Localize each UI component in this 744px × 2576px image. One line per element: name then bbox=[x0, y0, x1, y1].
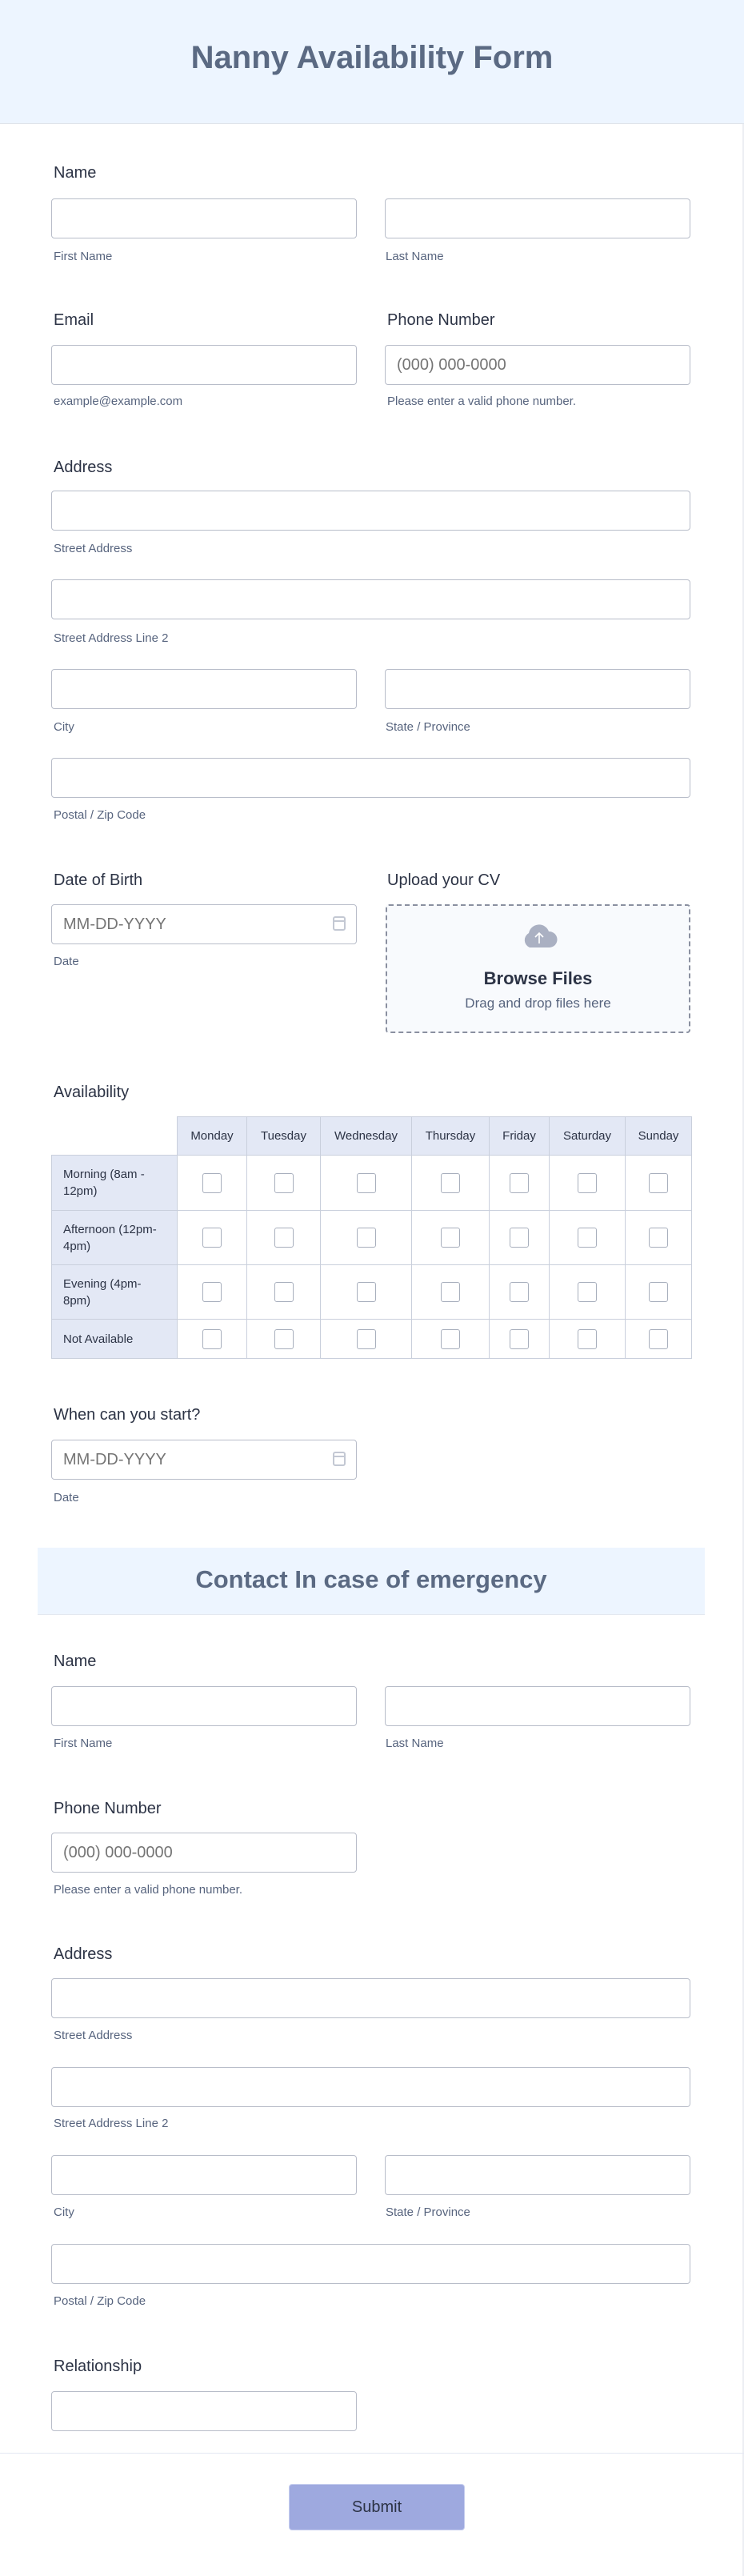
matrix-cell bbox=[247, 1265, 321, 1320]
name-label: Name bbox=[54, 164, 97, 182]
street-address-sublabel: Street Address bbox=[54, 542, 133, 555]
emergency-street-input[interactable] bbox=[51, 1978, 690, 2018]
relationship-label: Relationship bbox=[54, 2358, 142, 2375]
matrix-cell bbox=[490, 1211, 550, 1265]
availability-checkbox[interactable] bbox=[578, 1282, 597, 1302]
phone-input[interactable] bbox=[385, 345, 690, 385]
column-header: Monday bbox=[178, 1117, 247, 1156]
browse-files-label: Browse Files bbox=[483, 968, 593, 988]
matrix-row bbox=[52, 1265, 692, 1320]
emergency-street2-input[interactable] bbox=[51, 2067, 690, 2107]
emergency-state-sublabel: State / Province bbox=[386, 2205, 470, 2219]
availability-checkbox[interactable] bbox=[510, 1173, 529, 1193]
availability-checkbox[interactable] bbox=[578, 1228, 597, 1248]
matrix-cell bbox=[321, 1211, 412, 1265]
matrix-cell bbox=[550, 1265, 626, 1320]
start-date-input[interactable] bbox=[51, 1440, 357, 1480]
last-name-sublabel: Last Name bbox=[386, 250, 444, 263]
cloud-upload-icon bbox=[520, 923, 558, 949]
drag-drop-hint: Drag and drop files here bbox=[465, 996, 611, 1011]
street-address-line2-input[interactable] bbox=[51, 579, 690, 619]
emergency-city-input[interactable] bbox=[51, 2155, 357, 2195]
availability-checkbox[interactable] bbox=[274, 1173, 294, 1193]
availability-checkbox[interactable] bbox=[441, 1329, 460, 1349]
emergency-street2-sublabel: Street Address Line 2 bbox=[54, 2117, 169, 2130]
availability-checkbox[interactable] bbox=[274, 1329, 294, 1349]
form-header bbox=[0, 0, 744, 124]
form-title: Nanny Availability Form bbox=[190, 40, 554, 75]
availability-checkbox[interactable] bbox=[357, 1329, 376, 1349]
matrix-cell bbox=[247, 1211, 321, 1265]
matrix-row bbox=[52, 1156, 692, 1211]
emergency-postal-sublabel: Postal / Zip Code bbox=[54, 2294, 146, 2308]
emergency-city-sublabel: City bbox=[54, 2205, 74, 2219]
postal-code-sublabel: Postal / Zip Code bbox=[54, 808, 146, 822]
matrix-cell bbox=[490, 1320, 550, 1359]
matrix-row bbox=[52, 1320, 692, 1359]
last-name-input[interactable] bbox=[385, 198, 690, 238]
city-sublabel: City bbox=[54, 720, 74, 734]
availability-checkbox[interactable] bbox=[202, 1329, 222, 1349]
availability-checkbox[interactable] bbox=[202, 1228, 222, 1248]
availability-checkbox[interactable] bbox=[510, 1228, 529, 1248]
state-sublabel: State / Province bbox=[386, 720, 470, 734]
availability-checkbox[interactable] bbox=[441, 1173, 460, 1193]
column-header: Wednesday bbox=[321, 1117, 412, 1156]
availability-checkbox[interactable] bbox=[202, 1173, 222, 1193]
availability-checkbox[interactable] bbox=[441, 1282, 460, 1302]
column-header: Sunday bbox=[626, 1117, 692, 1156]
calendar-icon[interactable] bbox=[333, 1452, 346, 1466]
matrix-corner bbox=[52, 1117, 178, 1156]
availability-checkbox[interactable] bbox=[274, 1228, 294, 1248]
matrix-cell bbox=[412, 1320, 490, 1359]
emergency-name-label: Name bbox=[54, 1653, 97, 1670]
first-name-input[interactable] bbox=[51, 198, 357, 238]
dob-input[interactable] bbox=[51, 904, 357, 944]
matrix-cell bbox=[412, 1265, 490, 1320]
matrix-cell bbox=[626, 1211, 692, 1265]
submit-button[interactable]: Submit bbox=[289, 2484, 465, 2530]
row-header: Not Available bbox=[52, 1320, 178, 1359]
emergency-first-name-input[interactable] bbox=[51, 1686, 357, 1726]
emergency-phone-sublabel: Please enter a valid phone number. bbox=[54, 1883, 242, 1897]
email-sublabel: example@example.com bbox=[54, 395, 183, 408]
matrix-cell bbox=[321, 1156, 412, 1211]
matrix-cell bbox=[178, 1265, 247, 1320]
emergency-first-name-sublabel: First Name bbox=[54, 1737, 113, 1750]
matrix-cell bbox=[550, 1156, 626, 1211]
row-header: Morning (8am - 12pm) bbox=[52, 1156, 178, 1211]
availability-checkbox[interactable] bbox=[649, 1228, 668, 1248]
relationship-input[interactable] bbox=[51, 2391, 357, 2431]
matrix-cell bbox=[626, 1320, 692, 1359]
column-header: Friday bbox=[490, 1117, 550, 1156]
address-label: Address bbox=[54, 459, 113, 476]
column-header: Tuesday bbox=[247, 1117, 321, 1156]
dob-field bbox=[51, 904, 357, 944]
matrix-cell bbox=[490, 1265, 550, 1320]
availability-checkbox[interactable] bbox=[357, 1282, 376, 1302]
availability-label: Availability bbox=[54, 1084, 130, 1101]
column-header: Thursday bbox=[412, 1117, 490, 1156]
start-date-sublabel: Date bbox=[54, 1491, 79, 1504]
availability-checkbox[interactable] bbox=[274, 1282, 294, 1302]
availability-checkbox[interactable] bbox=[578, 1329, 597, 1349]
availability-checkbox[interactable] bbox=[649, 1173, 668, 1193]
street-address-input[interactable] bbox=[51, 491, 690, 531]
footer-divider bbox=[0, 2453, 744, 2454]
matrix-cell bbox=[550, 1211, 626, 1265]
emergency-postal-input[interactable] bbox=[51, 2244, 690, 2284]
column-header: Saturday bbox=[550, 1117, 626, 1156]
email-input[interactable] bbox=[51, 345, 357, 385]
city-input[interactable] bbox=[51, 669, 357, 709]
file-upload-dropzone[interactable] bbox=[386, 904, 690, 1033]
start-date-field bbox=[51, 1440, 357, 1480]
phone-label: Phone Number bbox=[387, 311, 495, 329]
emergency-last-name-sublabel: Last Name bbox=[386, 1737, 444, 1750]
availability-checkbox[interactable] bbox=[649, 1329, 668, 1349]
emergency-last-name-input[interactable] bbox=[385, 1686, 690, 1726]
emergency-state-input[interactable] bbox=[385, 2155, 690, 2195]
emergency-section-header bbox=[38, 1548, 705, 1615]
matrix-cell bbox=[626, 1265, 692, 1320]
matrix-cell bbox=[178, 1211, 247, 1265]
matrix-cell bbox=[412, 1211, 490, 1265]
calendar-icon[interactable] bbox=[333, 916, 346, 931]
phone-sublabel: Please enter a valid phone number. bbox=[387, 395, 576, 408]
emergency-street-sublabel: Street Address bbox=[54, 2029, 133, 2042]
matrix-cell bbox=[626, 1156, 692, 1211]
matrix-cell bbox=[321, 1265, 412, 1320]
dob-sublabel: Date bbox=[54, 955, 79, 968]
availability-checkbox[interactable] bbox=[441, 1228, 460, 1248]
emergency-phone-input[interactable] bbox=[51, 1833, 357, 1873]
availability-checkbox[interactable] bbox=[578, 1173, 597, 1193]
availability-checkbox[interactable] bbox=[510, 1329, 529, 1349]
matrix-cell bbox=[490, 1156, 550, 1211]
state-input[interactable] bbox=[385, 669, 690, 709]
first-name-sublabel: First Name bbox=[54, 250, 113, 263]
upload-label: Upload your CV bbox=[387, 871, 501, 889]
matrix-row bbox=[52, 1211, 692, 1265]
postal-code-input[interactable] bbox=[51, 758, 690, 798]
availability-checkbox[interactable] bbox=[202, 1282, 222, 1302]
matrix-cell bbox=[178, 1320, 247, 1359]
emergency-section-title: Contact In case of emergency bbox=[195, 1565, 547, 1593]
street-address-line2-sublabel: Street Address Line 2 bbox=[54, 631, 169, 645]
matrix-cell bbox=[550, 1320, 626, 1359]
matrix-cell bbox=[178, 1156, 247, 1211]
matrix-cell bbox=[321, 1320, 412, 1359]
matrix-cell bbox=[412, 1156, 490, 1211]
row-header: Afternoon (12pm-4pm) bbox=[52, 1211, 178, 1265]
emergency-address-label: Address bbox=[54, 1945, 113, 1963]
availability-checkbox[interactable] bbox=[357, 1228, 376, 1248]
availability-matrix bbox=[51, 1116, 692, 1359]
row-header: Evening (4pm-8pm) bbox=[52, 1265, 178, 1320]
availability-checkbox[interactable] bbox=[510, 1282, 529, 1302]
availability-checkbox[interactable] bbox=[649, 1282, 668, 1302]
dob-label: Date of Birth bbox=[54, 871, 143, 889]
email-label: Email bbox=[54, 311, 94, 329]
availability-checkbox[interactable] bbox=[357, 1173, 376, 1193]
matrix-cell bbox=[247, 1156, 321, 1211]
start-date-label: When can you start? bbox=[54, 1406, 201, 1424]
emergency-phone-label: Phone Number bbox=[54, 1800, 162, 1817]
matrix-cell bbox=[247, 1320, 321, 1359]
